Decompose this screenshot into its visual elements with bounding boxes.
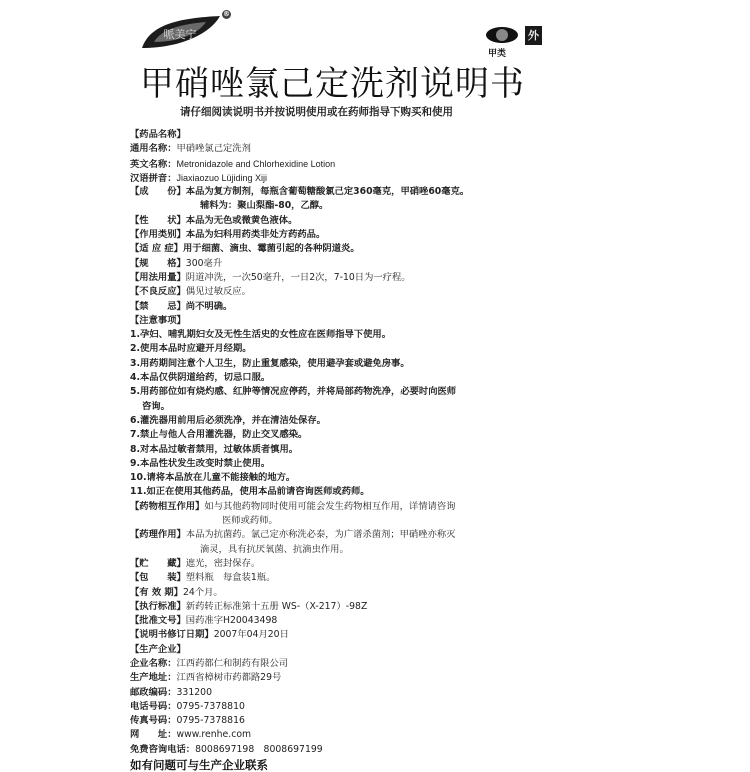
section-label: 【成 份】 <box>130 186 186 198</box>
precaution-item: 6.灌洗器用前用后必须洗净，并在清洁处保存。 <box>130 414 326 426</box>
precaution-item-continued: 咨询。 <box>142 400 170 412</box>
section-label: 【药物相互作用】 <box>130 500 205 512</box>
precaution-item: 2.使用本品时应避开月经期。 <box>130 343 252 355</box>
manufacturer-row <box>130 714 590 728</box>
manufacturer-value: 江西药都仁和制药有限公司 <box>176 657 289 669</box>
section-label: 【药理作用】 <box>130 529 186 541</box>
section-pharmacology <box>130 528 590 542</box>
section-text: 300毫升 <box>185 257 223 269</box>
manufacturer-label: 传真号码： <box>130 715 177 727</box>
precaution-item: 7.禁止与他人合用灌洗器，防止交叉感染。 <box>130 429 308 441</box>
section-label: 【性 状】 <box>130 214 186 226</box>
section-approval-number <box>130 614 590 628</box>
precautions-heading: 【注意事项】 <box>130 314 186 326</box>
section-label: 【批准文号】 <box>130 615 186 627</box>
section-composition <box>130 185 590 199</box>
brand-logo <box>140 14 222 50</box>
section-text: 本品为复方制剂，每瓶含葡萄糖酸氯己定360毫克，甲硝唑60毫克。 <box>185 186 470 198</box>
section-text: 塑料瓶 每盒装1瓶。 <box>185 572 276 584</box>
manufacturer-label: 企业名称： <box>130 657 177 669</box>
section-indications <box>130 242 590 256</box>
english-name-value: Metronidazole and Chlorhexidine Lotion <box>176 158 336 169</box>
manufacturer-label: 邮政编码： <box>130 686 177 698</box>
section-label: 【适 应 症】 <box>130 243 183 255</box>
english-name-label: 英文名称： <box>130 158 177 170</box>
manufacturer-heading: 【生产企业】 <box>130 643 186 655</box>
leaf-logo-icon <box>140 14 222 50</box>
precaution-item: 9.本品性状发生改变时禁止使用。 <box>130 457 271 469</box>
section-label: 【说明书修订日期】 <box>130 629 214 641</box>
section-dosage <box>130 271 590 285</box>
section-text: 滴灵，具有抗厌氧菌、抗滴虫作用。 <box>200 543 349 555</box>
section-text: 尚不明确。 <box>185 300 233 312</box>
section-specification <box>130 257 590 271</box>
section-package <box>130 571 590 585</box>
otc-class-label: 甲类 <box>488 49 507 59</box>
pinyin-value: Jiaxiaozuo Lüjiding Xiji <box>176 172 268 183</box>
precaution-item: 8.对本品过敏者禁用，过敏体质者慎用。 <box>130 443 299 455</box>
footer-note: 如有问题可与生产企业联系 <box>130 758 268 772</box>
precaution-item: 3.用药期间注意个人卫生，防止重复感染，使用避孕套或避免房事。 <box>130 357 410 369</box>
section-label: 【包 装】 <box>130 572 186 584</box>
leaflet-body <box>130 128 590 772</box>
otc-badge <box>486 27 518 43</box>
section-label: 【用法用量】 <box>130 271 186 283</box>
manufacturer-label: 网 址： <box>130 729 177 741</box>
generic-name-row <box>130 142 590 156</box>
page-title: 甲硝唑氯己定洗剂说明书 <box>140 64 525 104</box>
section-label: 【执行标准】 <box>130 600 186 612</box>
section-text: 用于细菌、滴虫、霉菌引起的各种阴道炎。 <box>182 243 360 255</box>
section-label: 【禁 忌】 <box>130 300 186 312</box>
generic-name-value: 甲硝唑氯己定洗剂 <box>176 143 251 155</box>
section-text: 偶见过敏反应。 <box>185 286 251 298</box>
manufacturer-label: 免费咨询电话： <box>130 743 196 755</box>
section-standard <box>130 600 590 614</box>
manufacturer-value: 0795-7378810 <box>176 700 245 712</box>
section-text: 2007年04月20日 <box>213 629 289 641</box>
manufacturer-row <box>130 728 590 742</box>
manufacturer-row <box>130 657 590 671</box>
section-text: 新药转正标准第十五册 WS-（X-217）-98Z <box>185 600 368 612</box>
external-use-badge: 外 <box>525 26 542 45</box>
section-text: 医师或药师。 <box>222 515 278 527</box>
manufacturer-row <box>130 686 590 700</box>
section-text: 24个月。 <box>182 586 223 598</box>
precaution-item: 5.用药部位如有烧灼感、红肿等情况应停药，并将局部药物洗净，必要时向医师 <box>130 386 457 398</box>
section-appearance <box>130 214 590 228</box>
section-label: 【作用类别】 <box>130 229 186 241</box>
section-text: 本品为妇科用药类非处方药药品。 <box>185 229 326 241</box>
logo-text: 哌美宁 <box>163 28 197 41</box>
section-adverse-reactions <box>130 285 590 299</box>
section-label: 【有 效 期】 <box>130 586 183 598</box>
pinyin-row <box>130 171 590 185</box>
section-validity <box>130 586 590 600</box>
otc-icon <box>496 29 508 41</box>
section-text: 本品为无色或微黄色液体。 <box>185 214 298 226</box>
page-subtitle: 请仔细阅读说明书并按说明使用或在药师指导下购买和使用 <box>180 106 453 118</box>
manufacturer-value: 0795-7378816 <box>176 715 245 727</box>
section-label: 【贮 藏】 <box>130 557 186 569</box>
section-label: 【不良反应】 <box>130 286 186 298</box>
manufacturer-row <box>130 671 590 685</box>
manufacturer-value: 江西省樟树市药都路29号 <box>176 672 282 684</box>
manufacturer-website[interactable]: www.renhe.com <box>176 729 252 741</box>
section-storage <box>130 557 590 571</box>
manufacturer-label: 电话号码： <box>130 700 177 712</box>
manufacturer-row <box>130 700 590 714</box>
precaution-item: 11.如正在使用其他药品，使用本品前请咨询医师或药师。 <box>130 486 370 498</box>
section-contraindications <box>130 300 590 314</box>
section-label: 【规 格】 <box>130 257 186 269</box>
section-text: 辅料为：聚山梨酯-80，乙醇。 <box>200 200 329 212</box>
section-text: 阴道冲洗，一次50毫升，一日2次，7-10日为一疗程。 <box>185 271 411 283</box>
precaution-item: 10.请将本品放在儿童不能接触的地方。 <box>130 472 296 484</box>
drug-name-heading: 【药品名称】 <box>130 129 186 140</box>
manufacturer-value: 331200 <box>176 686 212 698</box>
section-text: 遮光，密封保存。 <box>185 557 261 569</box>
section-drug-interactions <box>130 500 590 514</box>
section-revision-date <box>130 628 590 642</box>
section-text: 如与其他药物同时使用可能会发生药物相互作用，详情请咨询 <box>204 500 456 512</box>
generic-name-label: 通用名称： <box>130 143 177 155</box>
manufacturer-value: 8008697198 8008697199 <box>195 743 323 755</box>
section-text: 本品为抗菌药。氯己定亦称洗必泰，为广谱杀菌剂；甲硝唑亦称灭 <box>185 529 456 541</box>
precaution-item: 1.孕妇、哺乳期妇女及无性生活史的女性应在医师指导下使用。 <box>130 329 392 341</box>
section-text: 国药准字H20043498 <box>185 615 278 627</box>
pinyin-label: 汉语拼音： <box>130 172 177 184</box>
precaution-item: 4.本品仅供阴道给药，切忌口服。 <box>130 372 271 384</box>
manufacturer-label: 生产地址： <box>130 672 177 684</box>
english-name-row <box>130 157 590 171</box>
section-category <box>130 228 590 242</box>
registered-mark: ® <box>223 10 230 18</box>
